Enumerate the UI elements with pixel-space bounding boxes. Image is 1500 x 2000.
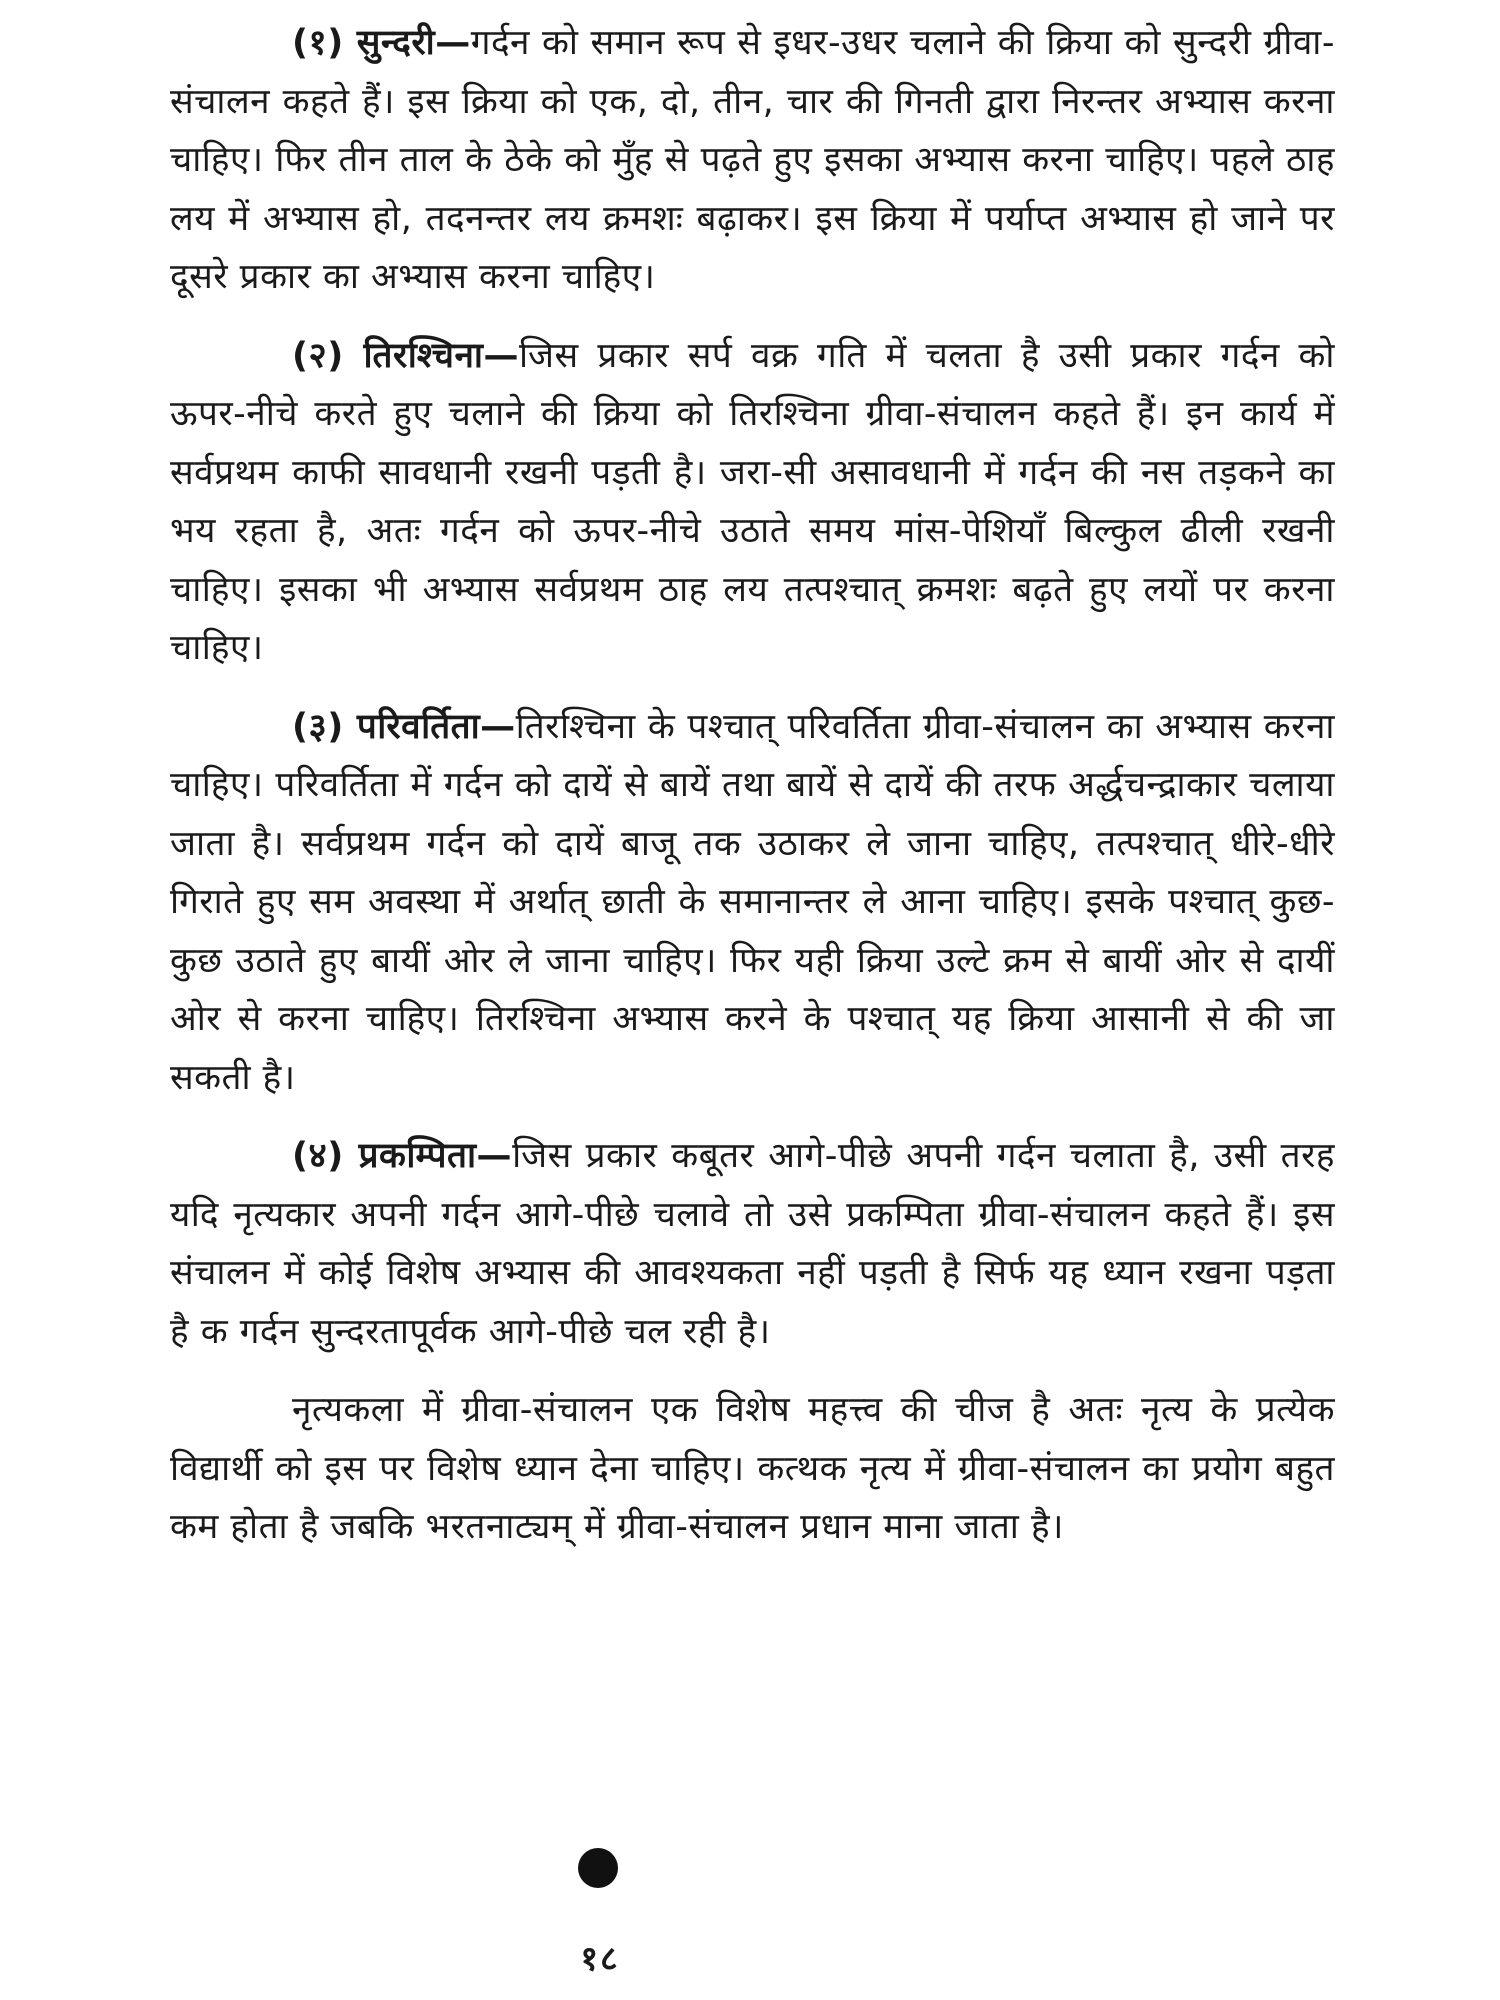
paragraph-body: जिस प्रकार सर्प वक्र गति में चलता है उसी प्रकार गर्दन को ऊपर-नीचे करते हुए चलाने की क्रिया को तिरश्चिना ग्रीवा-संचालन कहते हैं। इन कार्य में सर्वप्रथम काफी सावधानी रखनी पड़ती है। जरा-सी असावधानी में गर्दन की नस तड़कने का भय रहता है, अतः गर्दन को ऊपर-नीचे उठाते समय मांस-पेशियाँ बिल्कुल ढीली रखनी चाहिए। इसका भी अभ्यास सर्वप्रथम ठाह लय तत्पश्चात् क्रमशः बढ़ते हुए लयों पर करना चाहिए। xyxy=(170,335,1335,668)
paragraph-body: जिस प्रकार कबूतर आगे-पीछे अपनी गर्दन चलाता है, उसी तरह यदि नृत्यकार अपनी गर्दन आगे-पीछे चलावे तो उसे प्रकम्पिता ग्रीवा-संचालन कहते हैं। इस संचालन में कोई विशेष अभ्यास की आवश्यकता नहीं पड़ती है सिर्फ यह ध्यान रखना पड़ता है क गर्दन सुन्दरतापूर्वक आगे-पीछे चल रही है। xyxy=(170,1136,1335,1352)
paragraph-heading: (१) सुन्दरी— xyxy=(292,23,471,63)
paragraph-sundari xyxy=(170,14,1335,307)
paragraph-parivartita xyxy=(170,698,1335,1108)
paragraph-body: नृत्यकला में ग्रीवा-संचालन एक विशेष महत्त्व की चीज है अतः नृत्य के प्रत्येक विद्यार्थी को इस पर विशेष ध्यान देना चाहिए। कत्थक नृत्य में ग्रीवा-संचालन का प्रयोग बहुत कम होता है जबकि भरतनाट्यम् में ग्रीवा-संचालन प्रधान माना जाता है। xyxy=(170,1390,1335,1547)
paragraph-heading: (३) परिवर्तिता— xyxy=(292,706,516,747)
paragraph-conclusion xyxy=(170,1381,1335,1557)
paragraph-body: तिरश्चिना के पश्चात् परिवर्तिता ग्रीवा-संचालन का अभ्यास करना चाहिए। परिवर्तिता में गर्दन को दायें से बायें तथा बायें से दायें की तरफ अर्द्धचन्द्राकार चलाया जाता है। सर्वप्रथम गर्दन को दायें बाजू तक उठाकर ले जाना चाहिए, तत्पश्चात् धीरे-धीरे गिराते हुए सम अवस्था में अर्थात् छाती के समानान्तर ले आना चाहिए। इसके पश्चात् कुछ-कुछ उठाते हुए बायीं ओर ले जाना चाहिए। फिर यही क्रिया उल्टे क्रम से बायीं ओर से दायीं ओर से करना चाहिए। तिरश्चिना अभ्यास करने के पश्चात् यह क्रिया आसानी से की जा सकती है। xyxy=(170,706,1335,1098)
paragraph-heading: (२) तिरश्चिना— xyxy=(292,335,519,376)
paragraph-tirashchina xyxy=(170,327,1335,678)
document-page xyxy=(170,14,1335,1994)
paragraph-prakampita xyxy=(170,1127,1335,1361)
page-number: १८ xyxy=(580,1939,620,1979)
paragraph-body: गर्दन को समान रूप से इधर-उधर चलाने की क्रिया को सुन्दरी ग्रीवा-संचालन कहते हैं। इस क्रिया को एक, दो, तीन, चार की गिनती द्वारा निरन्तर अभ्यास करना चाहिए। फिर तीन ताल के ठेके को मुँह से पढ़ते हुए इसका अभ्यास करना चाहिए। पहले ठाह लय में अभ्यास हो, तदनन्तर लय क्रमशः बढ़ाकर। इस क्रिया में पर्याप्त अभ्यास हो जाने पर दूसरे प्रकार का अभ्यास करना चाहिए। xyxy=(170,23,1335,297)
paragraph-heading: (४) प्रकम्पिता— xyxy=(292,1136,513,1176)
section-end-bullet xyxy=(578,1848,618,1888)
